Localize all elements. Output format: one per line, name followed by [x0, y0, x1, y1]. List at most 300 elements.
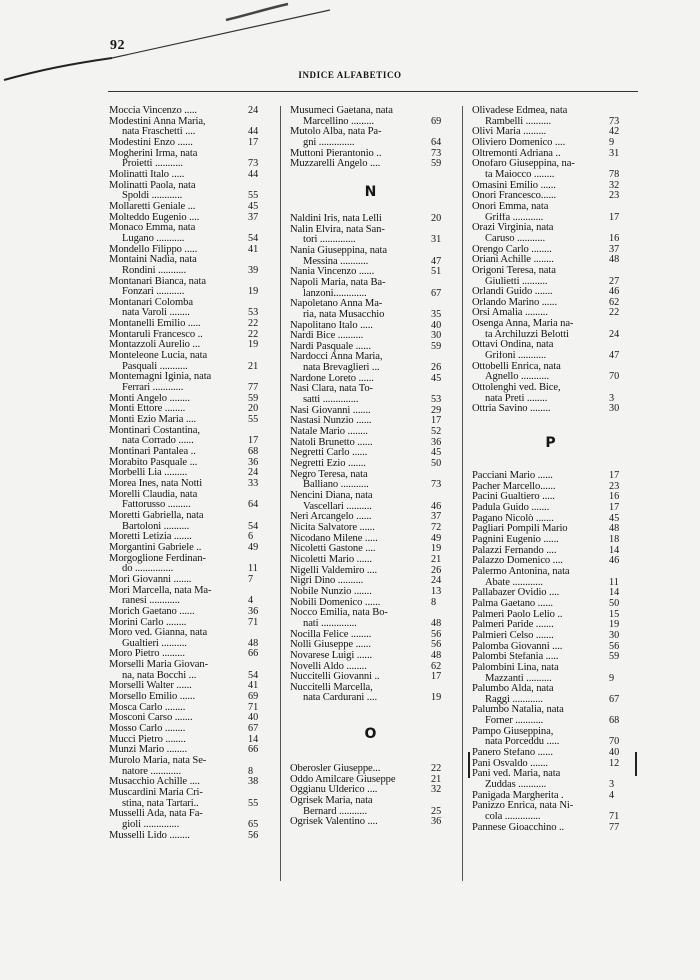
entry-page-number: 56	[248, 829, 259, 841]
index-entry	[290, 416, 451, 427]
index-entry	[472, 642, 629, 653]
entry-name: Palazzi Fernando ....	[472, 545, 557, 556]
entry-name: Panigada Margherita .	[472, 790, 564, 801]
entry-name: Musselli Lido ........	[109, 830, 190, 841]
index-entry	[109, 404, 268, 415]
entry-name: Ottavi Ondina, nata	[472, 340, 554, 351]
index-entry	[290, 555, 451, 566]
entry-page-number: 14	[609, 587, 620, 599]
entry-name: Nardi Bice ..........	[290, 331, 364, 342]
entry-page-number: 35	[431, 308, 442, 320]
entry-name: Orlando Marino ......	[472, 297, 557, 308]
entry-page-number: 52	[431, 426, 442, 438]
entry-page-number: 70	[609, 736, 620, 748]
entry-name: Muscardini Maria Cri-	[109, 788, 203, 798]
entry-page-number: 73	[431, 479, 442, 491]
index-entry	[472, 535, 629, 546]
index-entry	[290, 299, 451, 320]
entry-continuation: Balliano ...........	[303, 480, 369, 491]
entry-page-number: 68	[609, 715, 620, 727]
entry-page-number: 21	[431, 773, 442, 785]
index-entry	[472, 599, 629, 610]
index-entry	[290, 438, 451, 449]
section-heading-wrap	[290, 170, 451, 214]
entry-name: Moccia Vincenzo .....	[109, 106, 197, 116]
index-entry	[290, 331, 451, 342]
entry-name: Nicoletti Mario ......	[290, 554, 372, 565]
entry-page-number: 16	[609, 232, 620, 244]
entry-name: Onofaro Giuseppina, na-	[472, 159, 575, 170]
entry-page-number: 22	[248, 318, 259, 330]
index-entry	[290, 406, 451, 417]
entry-continuation: Bartoloni ..........	[122, 521, 190, 532]
entry-name: Nasi Giovanni .......	[290, 405, 371, 416]
entry-page-number: 22	[431, 763, 442, 775]
entry-page-number: 21	[431, 553, 442, 565]
entry-page-number: 70	[609, 371, 620, 383]
index-entry	[472, 308, 629, 319]
entry-page-number: 56	[431, 639, 442, 651]
entry-continuation: Pasquali ...........	[122, 361, 188, 372]
entry-continuation: Mazzanti ..........	[485, 673, 552, 684]
entry-page-number: 17	[609, 470, 620, 482]
entry-page-number: 45	[431, 447, 442, 459]
entry-page-number: 3	[609, 779, 615, 791]
entry-page-number: 67	[431, 287, 442, 299]
entry-page-number: 65	[248, 818, 259, 830]
entry-name: Nuccitelli Marcella,	[290, 682, 373, 693]
entry-name: Nocco Emilia, nata Bo-	[290, 608, 388, 619]
index-entry	[109, 554, 268, 575]
index-entry	[472, 727, 629, 748]
entry-name: Naldini Iris, nata Lelli	[290, 213, 382, 224]
index-entry	[290, 246, 451, 267]
entry-name: Morselli Walter ......	[109, 681, 192, 692]
index-entry	[472, 287, 629, 298]
entry-name: Monti Ezio Maria ....	[109, 415, 197, 426]
index-entry	[290, 566, 451, 577]
index-entry	[109, 213, 268, 224]
entry-page-number: 7	[248, 573, 254, 585]
entry-continuation: cola ..............	[485, 812, 541, 823]
entry-name: Nigri Dino ..........	[290, 576, 364, 587]
entry-page-number: 30	[609, 629, 620, 641]
entry-continuation: Rambelli ..........	[485, 116, 552, 127]
index-entry	[109, 372, 268, 393]
index-entry	[109, 543, 268, 554]
index-entry	[290, 534, 451, 545]
entry-page-number: 49	[431, 532, 442, 544]
entry-continuation: Ferrari ............	[122, 383, 184, 394]
index-entry	[472, 159, 629, 180]
entry-page-number: 46	[609, 286, 620, 298]
index-entry	[290, 672, 451, 683]
entry-name: Morselli Maria Giovan-	[109, 660, 209, 671]
entry-name: Ottria Savino ........	[472, 404, 551, 415]
index-entry	[472, 191, 629, 202]
page-header: INDICE ALFABETICO	[298, 70, 402, 80]
entry-page-number: 20	[431, 212, 442, 224]
entry-continuation: Bernard ...........	[303, 806, 368, 817]
entry-page-number: 19	[431, 692, 442, 704]
index-entry	[472, 255, 629, 266]
index-entry	[109, 479, 268, 490]
entry-name: Morini Carlo ........	[109, 617, 187, 628]
entry-page-number: 37	[431, 511, 442, 523]
index-entry	[290, 225, 451, 246]
entry-page-number: 20	[248, 403, 259, 415]
entry-name: Mosca Carlo ........	[109, 702, 186, 713]
entry-continuation: nata Cardurani ....	[303, 693, 377, 704]
index-entry	[472, 620, 629, 631]
entry-page-number: 73	[248, 158, 259, 170]
entry-page-number: 24	[248, 105, 259, 116]
entry-page-number: 38	[248, 776, 259, 788]
entry-name: Monaco Emma, nata	[109, 223, 196, 234]
entry-continuation: tori ..............	[303, 235, 356, 246]
index-entry	[109, 511, 268, 532]
entry-page-number: 30	[609, 403, 620, 415]
entry-page-number: 71	[609, 811, 620, 823]
entry-page-number: 33	[248, 477, 259, 489]
entry-name: Nania Giuseppina, nata	[290, 245, 387, 256]
entry-name: Montanelli Emilio .....	[109, 319, 201, 330]
section-letter: N	[364, 183, 377, 200]
entry-page-number: 25	[431, 805, 442, 817]
section-heading-wrap	[290, 704, 451, 764]
entry-name: Negretti Carlo ......	[290, 448, 368, 459]
margin-pen-mark	[635, 752, 637, 776]
index-entry	[109, 468, 268, 479]
entry-page-number: 67	[248, 723, 259, 735]
index-entry	[290, 587, 451, 598]
entry-page-number: 4	[248, 595, 254, 607]
index-entry	[290, 342, 451, 353]
entry-continuation: na, nata Bocchi ...	[122, 670, 197, 681]
index-entry	[290, 640, 451, 651]
entry-name: Morbelli Lia .........	[109, 468, 188, 479]
entry-name: Ottobelli Enrica, nata	[472, 361, 561, 372]
entry-page-number: 36	[248, 456, 259, 468]
entry-name: Oriani Achille ........	[472, 255, 554, 266]
page-number: 92	[110, 38, 125, 53]
entry-page-number: 19	[609, 619, 620, 631]
entry-name: Montaini Nadia, nata	[109, 255, 197, 266]
entry-continuation: Griffa ............	[485, 212, 544, 223]
index-entry	[290, 523, 451, 534]
entry-page-number: 50	[609, 597, 620, 609]
entry-name: Nasi Clara, nata To-	[290, 384, 373, 395]
entry-page-number: 32	[431, 784, 442, 796]
entry-page-number: 48	[431, 649, 442, 661]
entry-name: Morelli Claudia, nata	[109, 489, 198, 500]
index-entry	[109, 618, 268, 629]
entry-name: Musselli Ada, nata Fa-	[109, 809, 203, 820]
index-entry	[109, 170, 268, 181]
entry-continuation: Marcellino .........	[303, 116, 374, 127]
entry-name: Neri Arcangelo ......	[290, 512, 372, 523]
index-entry	[472, 759, 629, 770]
entry-page-number: 15	[609, 608, 620, 620]
index-entry	[472, 791, 629, 802]
entry-name: Novelli Aldo ........	[290, 661, 367, 672]
entry-continuation: nata Corrado ......	[122, 436, 194, 447]
index-entry	[109, 831, 268, 842]
index-entry	[109, 809, 268, 830]
entry-name: Pagnini Eugenio ......	[472, 534, 559, 545]
entry-name: Palmeri Paride .......	[472, 620, 554, 631]
index-entry	[290, 608, 451, 629]
entry-page-number: 24	[431, 575, 442, 587]
entry-name: Nardocci Anna Maria,	[290, 352, 383, 363]
index-entry	[109, 788, 268, 809]
section-heading-wrap	[472, 415, 629, 471]
index-entry	[290, 459, 451, 470]
entry-name: Napoletano Anna Ma-	[290, 299, 383, 310]
index-entry	[109, 490, 268, 511]
entry-page-number: 54	[248, 520, 259, 532]
entry-page-number: 30	[431, 330, 442, 342]
index-entry	[109, 458, 268, 469]
index-entry	[290, 544, 451, 555]
entry-page-number: 69	[248, 691, 259, 703]
entry-name: Palumbo Alda, nata	[472, 684, 554, 695]
index-entry	[109, 692, 268, 703]
entry-name: Montinari Pantalea ..	[109, 447, 196, 457]
index-entry	[472, 588, 629, 599]
section-letter: O	[364, 726, 377, 743]
entry-page-number: 56	[609, 640, 620, 652]
entry-page-number: 44	[248, 168, 259, 180]
entry-name: Ogrisek Maria, nata	[290, 796, 373, 807]
entry-name: Nardi Pasquale ......	[290, 341, 371, 352]
index-entry	[472, 524, 629, 535]
entry-name: Musumeci Gaetana, nata	[290, 106, 393, 116]
entry-page-number: 55	[248, 414, 259, 426]
index-entry	[472, 769, 629, 790]
entry-name: Ogrisek Valentino ....	[290, 817, 378, 828]
entry-continuation: Raggi ............	[485, 694, 543, 705]
index-entry	[109, 724, 268, 735]
index-entry	[290, 427, 451, 438]
entry-continuation: nata Brevaglieri ...	[303, 363, 380, 374]
index-entry	[109, 426, 268, 447]
entry-continuation: nati ..............	[303, 618, 357, 629]
entry-name: Nencini Diana, nata	[290, 491, 373, 501]
entry-name: Mori Giovanni .......	[109, 574, 192, 585]
entry-name: Palomba Giovanni ....	[472, 641, 563, 652]
index-entry	[109, 447, 268, 458]
index-entry	[109, 735, 268, 746]
entry-page-number: 23	[609, 190, 620, 202]
index-entry	[472, 705, 629, 726]
index-entry	[290, 512, 451, 523]
entry-page-number: 53	[248, 307, 259, 319]
index-entry	[472, 362, 629, 383]
index-entry	[109, 245, 268, 256]
entry-name: Oddo Amilcare Giuseppe	[290, 774, 396, 785]
entry-continuation: Zuddas ...........	[485, 780, 547, 791]
index-entry	[472, 663, 629, 684]
entry-page-number: 39	[248, 264, 259, 276]
index-entry	[290, 159, 451, 170]
entry-continuation: Forner ...........	[485, 716, 544, 727]
entry-page-number: 48	[431, 617, 442, 629]
entry-page-number: 72	[431, 521, 442, 533]
index-entry	[109, 756, 268, 777]
entry-page-number: 14	[609, 544, 620, 556]
entry-name: Nocilla Felice ........	[290, 629, 372, 640]
entry-page-number: 59	[431, 340, 442, 352]
index-entry	[472, 202, 629, 223]
index-entry	[290, 491, 451, 512]
entry-continuation: Gualtieri ..........	[122, 638, 187, 649]
entry-continuation: gni ..............	[303, 137, 355, 148]
index-entry	[472, 514, 629, 525]
entry-page-number: 47	[431, 255, 442, 267]
entry-page-number: 66	[248, 744, 259, 756]
entry-page-number: 9	[609, 136, 615, 148]
index-entry	[472, 471, 629, 482]
entry-page-number: 9	[609, 672, 615, 684]
entry-page-number: 67	[609, 693, 620, 705]
entry-page-number: 73	[431, 147, 442, 159]
column-divider	[280, 106, 281, 881]
entry-name: Pagliari Pompili Mario	[472, 524, 568, 535]
entry-name: Nicoletti Gastone ....	[290, 544, 376, 555]
pen-stroke-mark	[0, 0, 700, 120]
entry-page-number: 64	[431, 136, 442, 148]
entry-page-number: 8	[248, 765, 254, 777]
entry-name: Nobili Domenico ......	[290, 597, 381, 608]
entry-name: Muttoni Pierantonio ..	[290, 148, 382, 159]
entry-name: Ottolenghi ved. Bice,	[472, 383, 561, 394]
entry-name: Mogherini Irma, nata	[109, 148, 198, 159]
index-entry	[290, 470, 451, 491]
entry-continuation: Agnello ...........	[485, 372, 550, 383]
index-entry	[472, 652, 629, 663]
entry-page-number: 48	[248, 637, 259, 649]
entry-page-number: 14	[248, 733, 259, 745]
entry-name: Palombi Stefania .....	[472, 652, 559, 663]
entry-name: Olivadese Edmea, nata	[472, 106, 568, 116]
index-entry	[472, 684, 629, 705]
entry-name: Murolo Maria, nata Se-	[109, 756, 207, 767]
entry-name: Montemagni Iginia, nata	[109, 372, 212, 383]
entry-page-number: 16	[609, 491, 620, 503]
entry-page-number: 26	[431, 362, 442, 374]
entry-name: Pacher Marcello......	[472, 481, 556, 492]
entry-name: Morgoglione Ferdinan-	[109, 553, 206, 564]
index-entry	[472, 319, 629, 340]
entry-continuation: Grifoni ...........	[485, 351, 547, 362]
entry-name: Molinatti Paola, nata	[109, 180, 196, 191]
entry-name: Morabito Pasquale ...	[109, 457, 198, 468]
entry-page-number: 47	[609, 350, 620, 362]
entry-name: Montaruli Francesco ..	[109, 329, 203, 340]
index-entry	[290, 598, 451, 609]
entry-page-number: 19	[248, 286, 259, 298]
entry-page-number: 17	[248, 435, 259, 447]
entry-name: Palermo Antonina, nata	[472, 566, 570, 577]
entry-name: Palumbo Natalia, nata	[472, 705, 564, 716]
header-rule	[108, 91, 638, 92]
entry-name: Nigelli Valdemiro ....	[290, 565, 378, 576]
entry-name: Monti Ettore ........	[109, 404, 186, 415]
index-entry	[109, 330, 268, 341]
entry-page-number: 54	[248, 232, 259, 244]
entry-page-number: 48	[609, 523, 620, 535]
entry-page-number: 55	[248, 190, 259, 202]
entry-name: Negro Teresa, nata	[290, 469, 368, 480]
entry-continuation: Fonzari ...........	[122, 287, 185, 298]
index-entry	[290, 106, 451, 127]
index-entry	[472, 801, 629, 822]
index-entry	[290, 384, 451, 405]
entry-continuation: ta Maiocco ........	[485, 169, 555, 180]
index-entry	[290, 374, 451, 385]
entry-page-number: 45	[609, 512, 620, 524]
entry-continuation: Proietti ...........	[122, 159, 183, 170]
entry-name: Orlandi Guido .......	[472, 287, 553, 298]
entry-page-number: 62	[431, 660, 442, 672]
index-entry	[472, 106, 629, 127]
index-entry	[109, 586, 268, 607]
entry-name: Onori Francesco......	[472, 191, 557, 202]
entry-name: Onori Emma, nata	[472, 201, 549, 212]
index-entry	[290, 127, 451, 148]
entry-page-number: 24	[609, 328, 620, 340]
entry-name: Natale Mario ........	[290, 427, 368, 438]
entry-page-number: 41	[248, 680, 259, 692]
entry-page-number: 17	[431, 671, 442, 683]
index-entry	[472, 149, 629, 160]
entry-page-number: 77	[609, 821, 620, 833]
entry-page-number: 55	[248, 797, 259, 809]
index-entry	[109, 532, 268, 543]
entry-continuation: ta Archiluzzi Belotti	[485, 329, 569, 340]
entry-name: Oberosler Giuseppe...	[290, 764, 381, 775]
entry-name: Nastasi Nunzio ......	[290, 416, 372, 427]
entry-name: Osenga Anna, Maria na-	[472, 319, 574, 330]
entry-continuation: natore ............	[122, 766, 181, 777]
entry-page-number: 62	[609, 296, 620, 308]
entry-page-number: 13	[431, 585, 442, 597]
entry-page-number: 66	[248, 648, 259, 660]
entry-name: Musacchio Achille ....	[109, 777, 200, 788]
index-entry	[109, 117, 268, 138]
entry-page-number: 40	[431, 319, 442, 331]
entry-page-number: 69	[431, 115, 442, 127]
entry-page-number: 73	[609, 115, 620, 127]
index-entry	[109, 703, 268, 714]
index-entry	[109, 394, 268, 405]
index-entry	[472, 492, 629, 503]
index-entry	[109, 319, 268, 330]
entry-name: Negretti Ezio .......	[290, 459, 366, 470]
index-entry	[109, 255, 268, 276]
entry-page-number: 71	[248, 701, 259, 713]
entry-page-number: 27	[609, 275, 620, 287]
entry-page-number: 41	[248, 243, 259, 255]
entry-page-number: 45	[431, 372, 442, 384]
index-entry	[109, 149, 268, 170]
index-entry	[472, 127, 629, 138]
entry-page-number: 17	[248, 136, 259, 148]
entry-page-number: 51	[431, 266, 442, 278]
index-entry	[290, 278, 451, 299]
entry-page-number: 3	[609, 392, 615, 404]
